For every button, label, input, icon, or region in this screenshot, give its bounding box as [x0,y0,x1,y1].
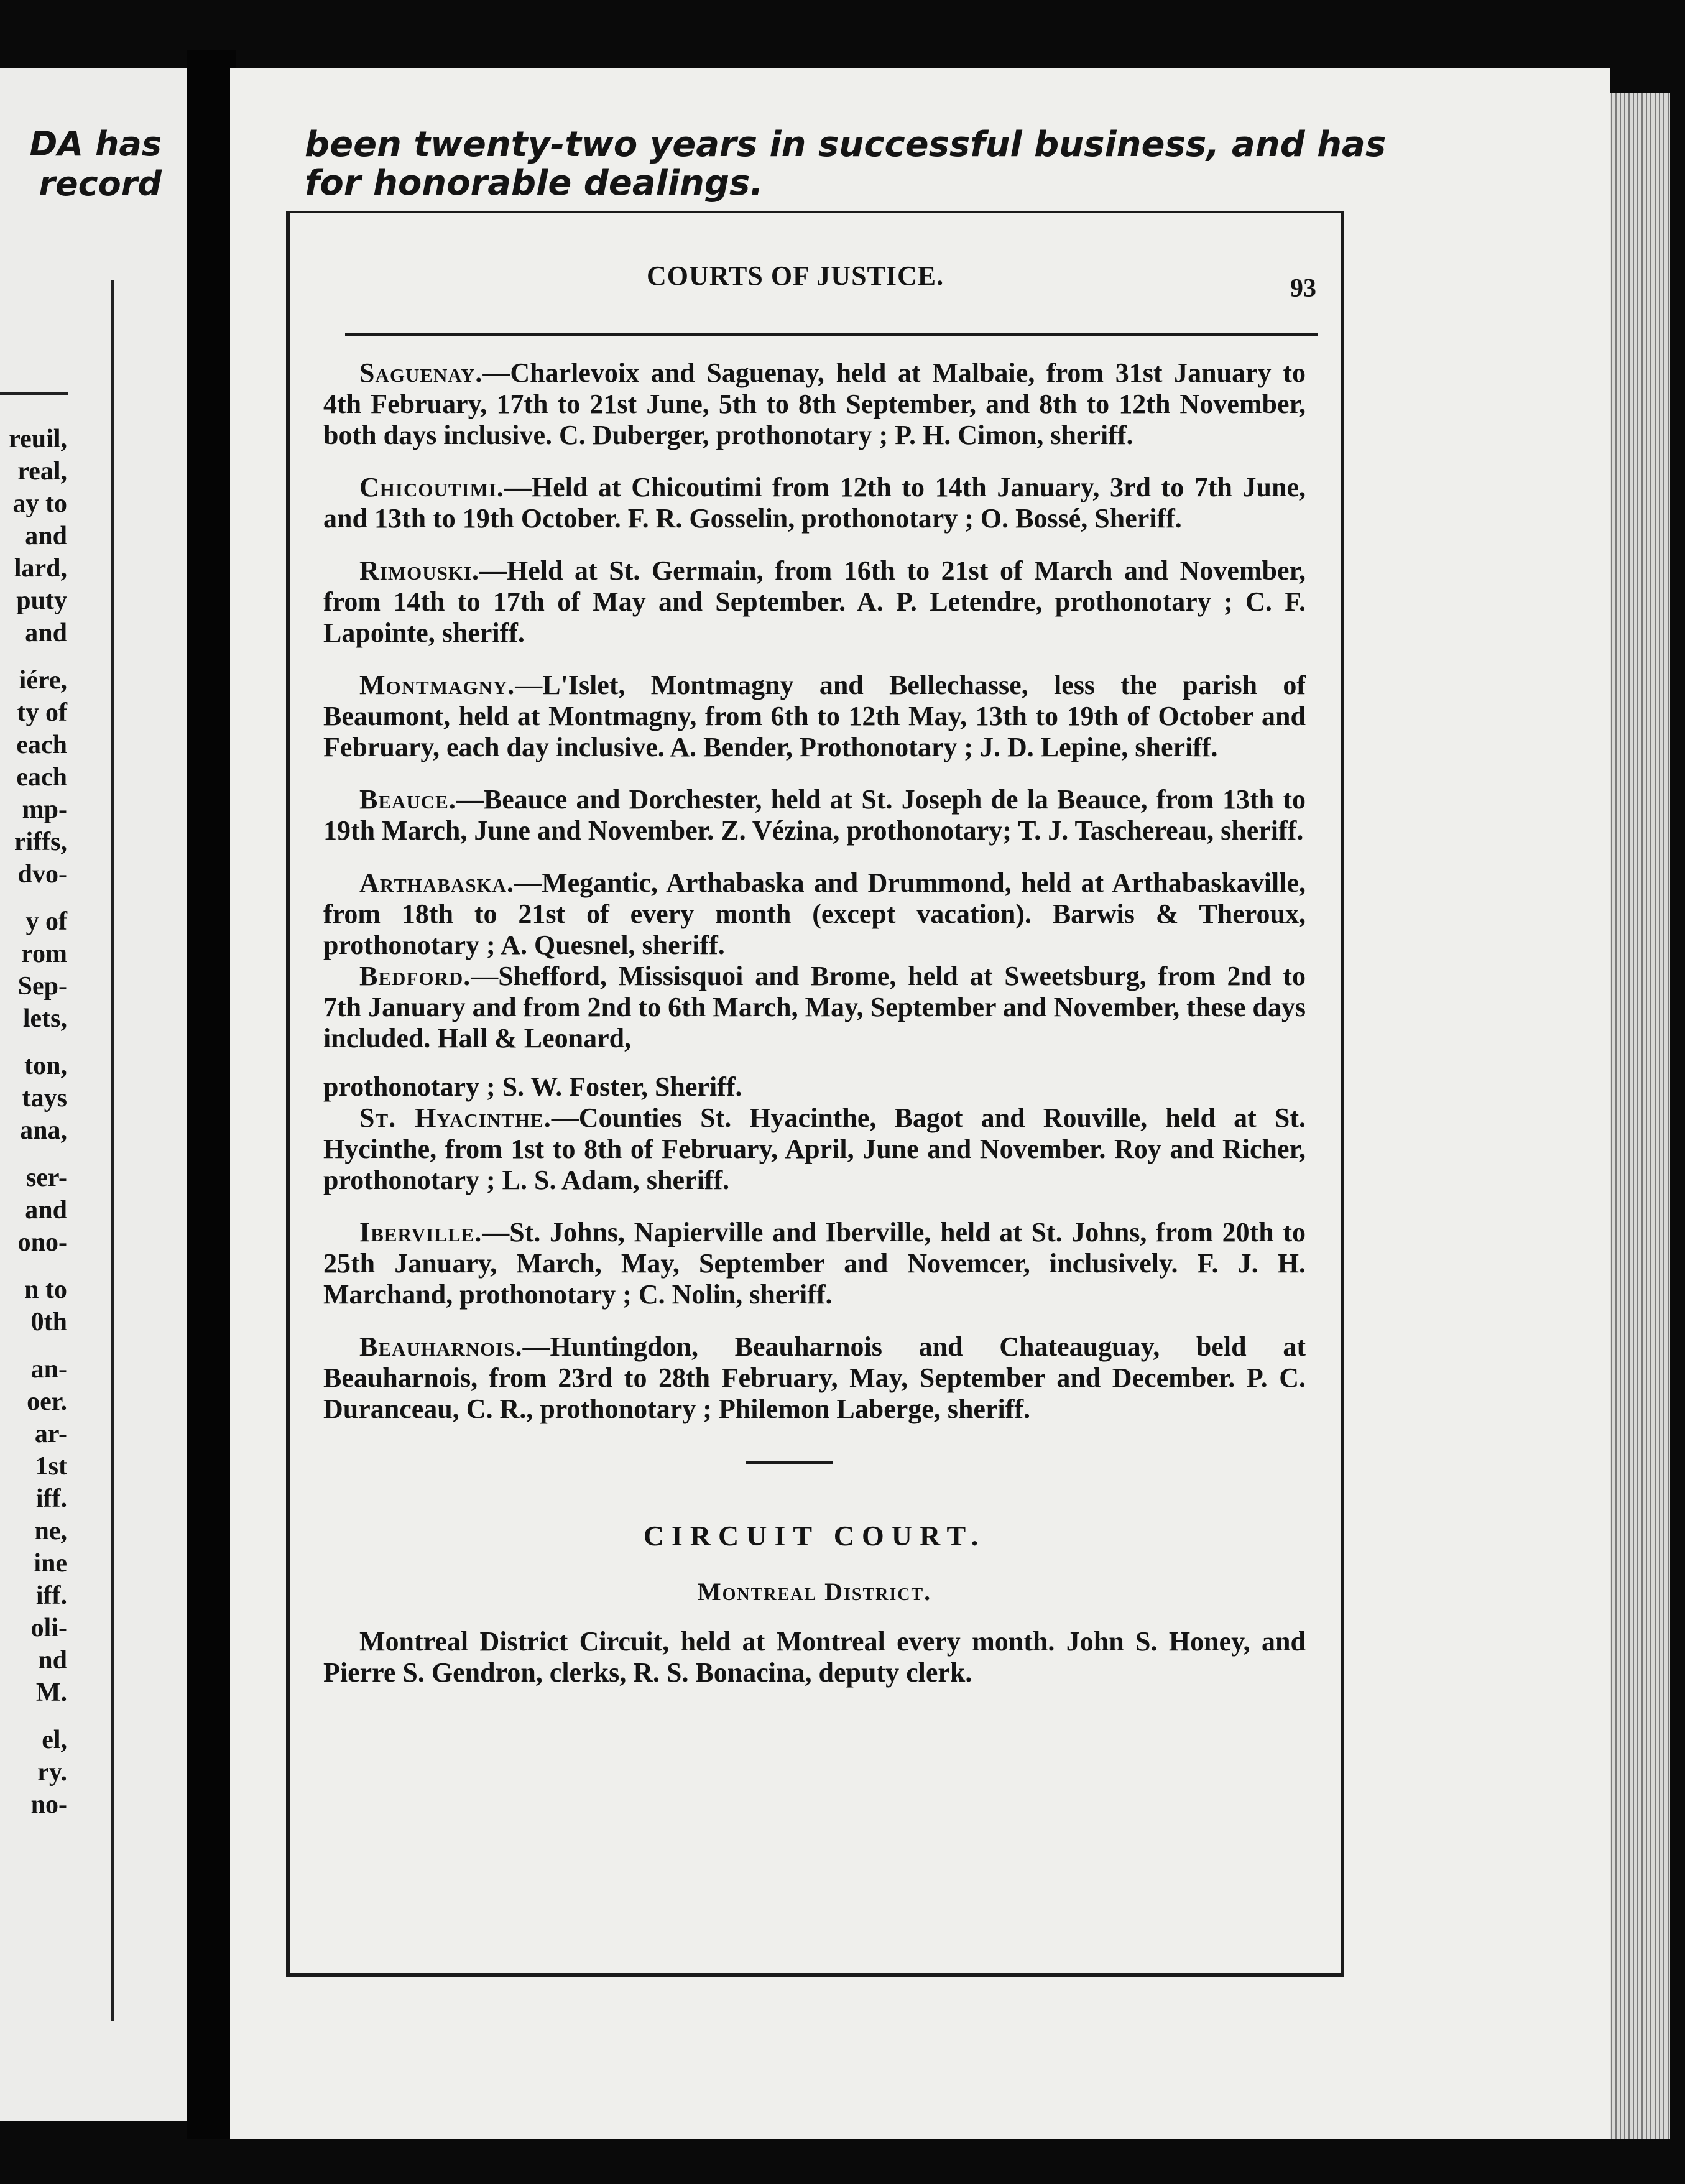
court-entry-iberville [323,1217,1306,1310]
entry-text: —Held at Chicoutimi from 12th to 14th January, 3rd to 7th June, and 13th to 19th October. F. R. Gosselin, prothonotary ; O. Bossé, Sheriff. [323,472,1306,534]
previous-page-head-rule [0,392,68,395]
previous-page-ad-text [0,124,162,204]
previous-page-text-fragment: y of [25,907,67,936]
court-entry-arthabaska [323,868,1306,961]
district-name: Rimouski. [359,555,480,586]
entry-text: —Beauce and Dorchester, held at St. Joseph de la Beauce, from 13th to 19th March, June and November. Z. Vézina, prothonotary; T. J. Taschereau, sheriff. [323,784,1306,846]
page-number: 93 [1290,274,1316,303]
court-entry-bedford-continuation: prothonotary ; S. W. Foster, Sheriff. [323,1071,742,1102]
district-name: Montmagny. [359,670,515,700]
entry-text: —Held at St. Germain, from 16th to 21st of March and November, from 14th to 17th of May and September. A. P. Letendre, prothonotary ; C. F. Lapointe, sheriff. [323,555,1306,648]
entry-text: —Counties St. Hyacinthe, Bagot and Rouville, held at St. Hycinthe, from 1st to 8th of February, April, June and November. Roy and Richer, prothonotary ; L. S. Adam, sheriff. [323,1103,1306,1195]
previous-page-text-fragment: ine [34,1549,67,1578]
previous-page-text-fragment: ne, [34,1517,67,1545]
previous-page-text-fragment: an- [30,1355,67,1384]
previous-page-frame-rule [111,280,114,2021]
previous-page-text-fragment: and [25,522,67,550]
district-name: St. Hyacinthe. [359,1103,552,1133]
previous-page-text-fragment: oli- [30,1614,67,1642]
previous-page-text-fragment: ay to [12,489,67,518]
previous-page-text-fragment: tays [22,1084,67,1113]
previous-page-text-fragment: reuil, [9,425,67,453]
court-entry-montmagny [323,670,1306,763]
header-ad-line: for honorable dealings. [305,163,764,203]
previous-page-text-column [0,423,67,1821]
header-ad-line: been twenty-two years in successful business, and has [305,124,1387,165]
previous-page-text-fragment: ser- [25,1164,67,1192]
entry-text: —St. Johns, Napierville and Iberville, held at St. Johns, from 20th to 25th January, March, May, September and Novemcer, inclusively. F. J. H. Marchand, prothonotary ; C. Nolin, sheriff. [323,1217,1306,1310]
court-entry-chicoutimi [323,472,1306,534]
previous-page-text-fragment: lets, [22,1004,67,1033]
previous-page-text-fragment: ty of [17,698,67,727]
entry-text: —Megantic, Arthabaska and Drummond, held at Arthabaskaville, from 18th to 21st of every month (except vacation). Barwis & Theroux, prothonotary ; A. Quesnel, sheriff. [323,868,1306,960]
previous-page-text-fragment: Sep- [17,972,67,1001]
previous-page-text-fragment: ry. [37,1758,67,1787]
previous-page-text-fragment: lard, [14,554,67,583]
district-name: Saguenay. [359,358,483,388]
court-entry-st-hyacinthe [323,1103,1306,1196]
previous-page-text-fragment [0,1259,67,1274]
previous-page-text-fragment [0,649,67,664]
previous-page-text-fragment: dvo- [17,860,67,889]
page-body [323,358,1306,1710]
previous-page-ad-line: record [39,164,162,203]
previous-page-text-fragment: and [25,1196,67,1224]
previous-page-text-fragment: iére, [19,666,67,695]
previous-page-text-fragment: iff. [35,1484,67,1513]
previous-page-text-fragment: each [16,763,67,792]
district-name: Chicoutimi. [359,472,504,502]
previous-page-text-fragment: puty [16,586,67,615]
previous-page-text-fragment [0,1338,67,1353]
previous-page-text-fragment: ar- [34,1420,67,1448]
previous-page-text-fragment: oer. [27,1387,67,1416]
previous-page-text-fragment [0,1147,67,1162]
book-gutter [187,50,236,2139]
section-subtitle: Montreal District. [697,1578,932,1606]
page-edge-stack [1604,93,1670,2139]
previous-page-text-fragment: each [16,731,67,759]
section-title: CIRCUIT COURT. [643,1520,986,1552]
previous-page-text-fragment: 1st [35,1452,67,1481]
district-name: Beauharnois. [359,1331,523,1362]
previous-page-text-fragment: mp- [22,795,67,824]
previous-page-text-fragment: no- [30,1790,67,1819]
previous-page-fragment [0,68,192,2121]
previous-page-text-fragment: nd [38,1646,67,1675]
court-entry-bedford [323,961,1306,1054]
previous-page-text-fragment: riffs, [14,828,67,856]
previous-page-text-fragment [0,891,67,905]
district-name: Beauce. [359,784,456,815]
entry-text: —Shefford, Missisquoi and Brome, held at Sweetsburg, from 2nd to 7th January and from 2nd to 6th March, May, September and November, these days included. Hall & Leonard, [323,961,1306,1053]
previous-page-text-fragment: iff. [35,1581,67,1610]
previous-page-text-fragment: and [25,619,67,647]
entry-text: —Huntingdon, Beauharnois and Chateauguay, beld at Beauharnois, from 23rd to 28th February, May, September and December. P. C. Duranceau, C. R., prothonotary ; Philemon Laberge, sheriff. [323,1331,1306,1424]
running-head: COURTS OF JUSTICE. [647,261,944,291]
court-entry-saguenay [323,358,1306,451]
district-name: Bedford. [359,961,471,991]
district-name: Arthabaska. [359,868,515,898]
section-divider [746,1461,833,1464]
court-entry-beauharnois [323,1331,1306,1425]
entry-text: —L'Islet, Montmagny and Bellechasse, less the parish of Beaumont, held at Montmagny, from 6th to 12th May, 13th to 19th of October and February, each day inclusive. A. Bender, Prothonotary ; J. D. Lepine, sheriff. [323,670,1306,762]
previous-page-text-fragment: el, [42,1726,67,1754]
district-name: Iberville. [359,1217,482,1247]
circuit-court-entry: Montreal District Circuit, held at Montreal every month. John S. Honey, and Pierre S. Gendron, clerks, R. S. Bonacina, deputy clerk. [323,1626,1306,1688]
previous-page-text-fragment: ton, [24,1052,67,1080]
entry-text: —Charlevoix and Saguenay, held at Malbaie, from 31st January to 4th February, 17th to 21st June, 5th to 8th September, and 8th to 12th November, both days inclusive. C. Duberger, prothonotary ; P. H. Cimon, sheriff. [323,358,1306,450]
previous-page-text-fragment [0,1709,67,1724]
previous-page-text-fragment: M. [35,1678,67,1707]
previous-page-ad-line: DA has [29,124,162,164]
header-rule [345,333,1318,336]
previous-page-text-fragment: n to [24,1275,67,1304]
previous-page-text-fragment: ana, [20,1116,67,1145]
court-entry-rimouski [323,555,1306,649]
previous-page-text-fragment: 0th [30,1308,67,1336]
previous-page-text-fragment: rom [21,940,67,968]
previous-page-text-fragment: real, [17,457,67,486]
previous-page-text-fragment: ono- [17,1228,67,1257]
previous-page-text-fragment [0,1035,67,1050]
court-entry-beauce [323,784,1306,846]
